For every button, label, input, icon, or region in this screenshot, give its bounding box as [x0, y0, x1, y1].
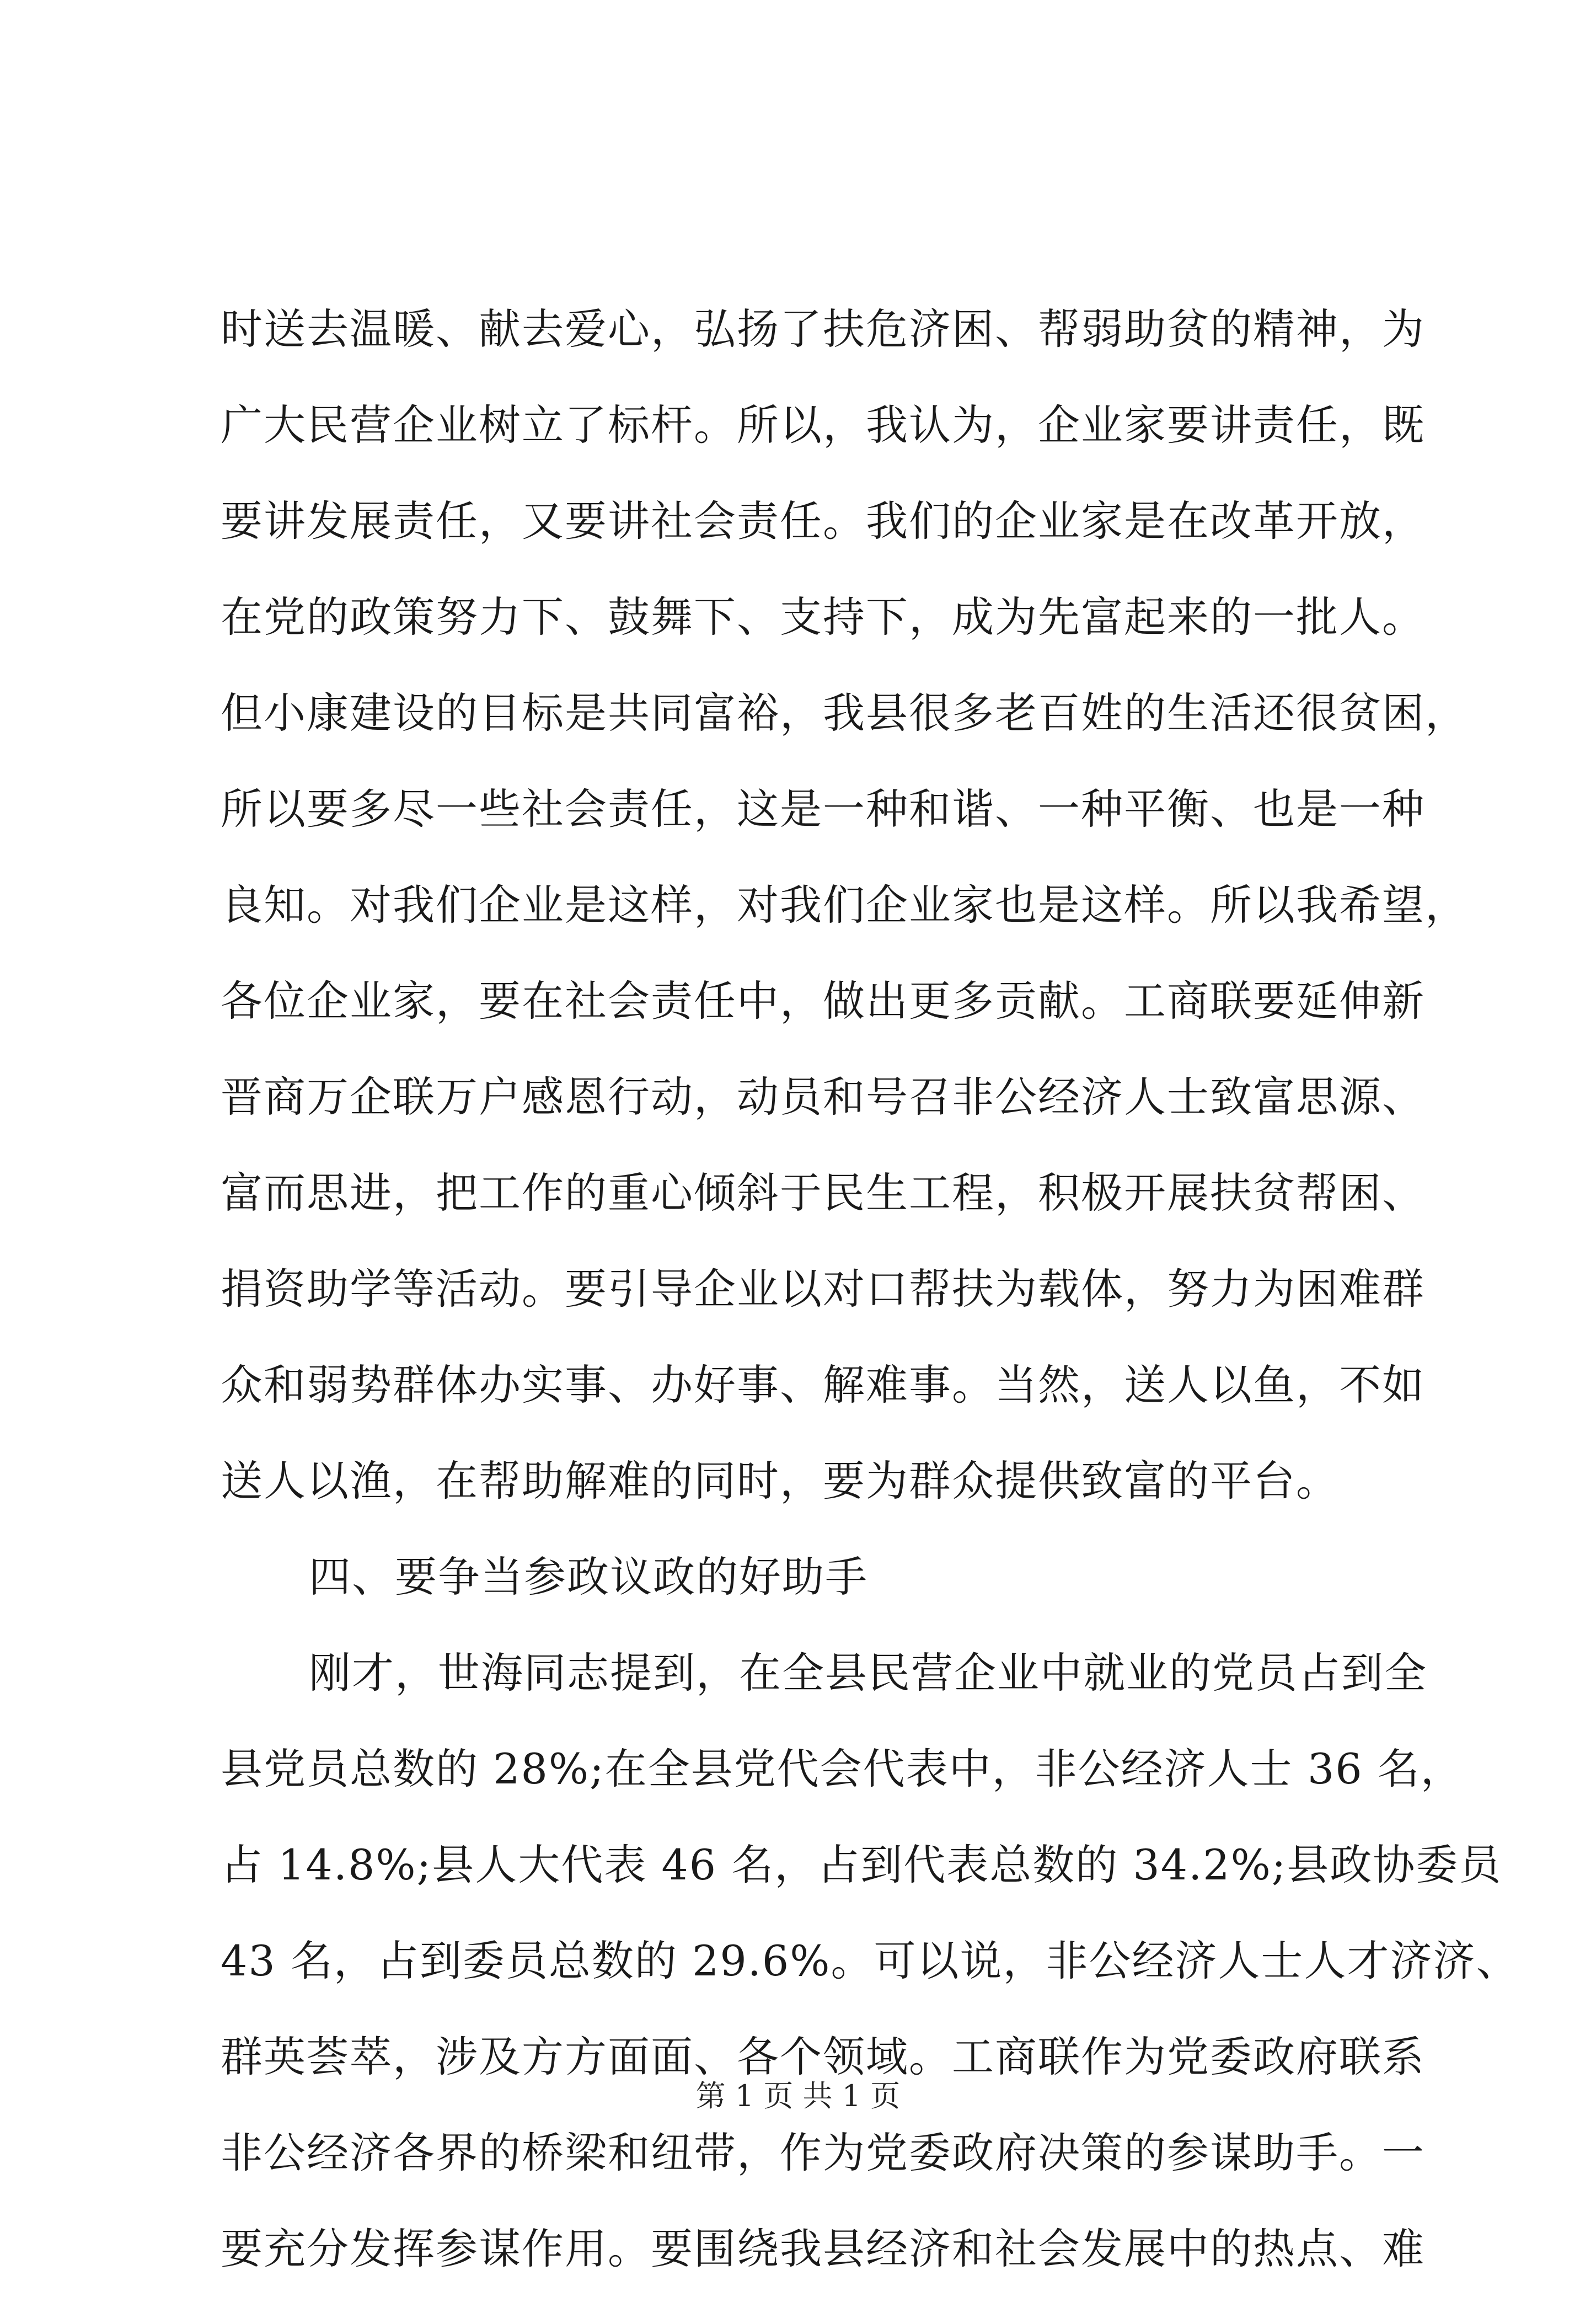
text-line: 四、要争当参政议政的好助手	[309, 1552, 868, 1601]
text-line: 43 名，占到委员总数的 29.6%。可以说，非公经济人士人才济济、	[221, 1936, 1519, 1985]
text-line: 广大民营企业树立了标杆。所以，我认为，企业家要讲责任，既	[221, 400, 1425, 450]
text-line: 捐资助学等活动。要引导企业以对口帮扶为载体，努力为困难群	[221, 1264, 1425, 1313]
text-line: 但小康建设的目标是共同富裕，我县很多老百姓的生活还很贫困，	[221, 688, 1468, 738]
text-line: 晋商万企联万户感恩行动，动员和号召非公经济人士致富思源、	[221, 1072, 1425, 1121]
text-line: 富而思进，把工作的重心倾斜于民生工程，积极开展扶贫帮困、	[221, 1168, 1425, 1217]
text-line: 刚才，世海同志提到，在全县民营企业中就业的党员占到全	[309, 1648, 1427, 1697]
text-line: 群英荟萃，涉及方方面面、各个领域。工商联作为党委政府联系	[221, 2032, 1425, 2081]
page-footer: 第 1 页 共 1 页	[695, 2079, 901, 2113]
text-line: 非公经济各界的桥梁和纽带，作为党委政府决策的参谋助手。一	[221, 2128, 1425, 2177]
text-line: 众和弱势群体办实事、办好事、解难事。当然，送人以鱼，不如	[221, 1360, 1425, 1409]
text-line: 在党的政策努力下、鼓舞下、支持下，成为先富起来的一批人。	[221, 592, 1425, 642]
text-line: 要充分发挥参谋作用。要围绕我县经济和社会发展中的热点、难	[221, 2224, 1425, 2273]
text-line: 所以要多尽一些社会责任，这是一种和谐、一种平衡、也是一种	[221, 784, 1425, 834]
text-line: 送人以渔，在帮助解难的同时，要为群众提供致富的平台。	[221, 1456, 1339, 1505]
text-line: 县党员总数的 28%;在全县党代会代表中，非公经济人士 36 名，	[221, 1744, 1464, 1793]
text-line: 各位企业家，要在社会责任中，做出更多贡献。工商联要延伸新	[221, 976, 1425, 1025]
text-line: 要讲发展责任，又要讲社会责任。我们的企业家是在改革开放，	[221, 496, 1425, 546]
text-line: 占 14.8%;县人大代表 46 名，占到代表总数的 34.2%;县政协委员	[221, 1840, 1502, 1889]
text-line: 时送去温暖、献去爱心，弘扬了扶危济困、帮弱助贫的精神，为	[221, 305, 1425, 354]
text-line: 良知。对我们企业是这样，对我们企业家也是这样。所以我希望，	[221, 880, 1468, 930]
body-text	[221, 281, 1519, 2297]
